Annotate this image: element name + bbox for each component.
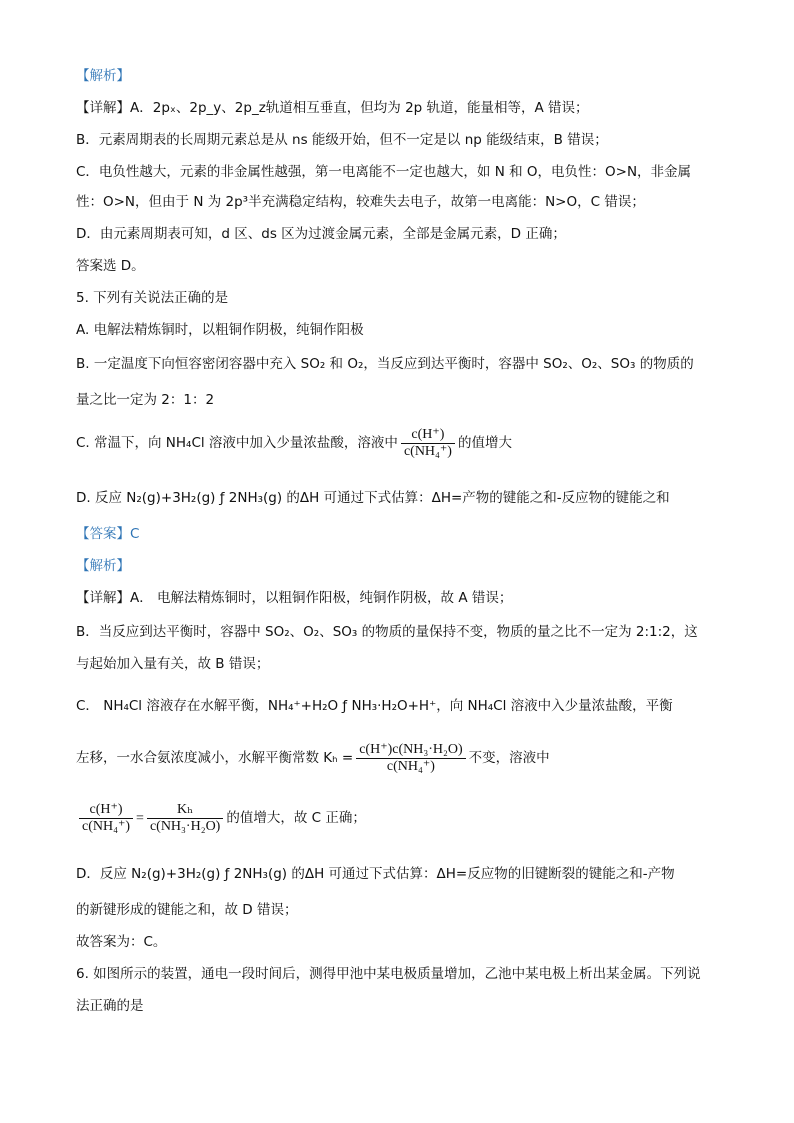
detail-c-2: 性：O>N，但由于 N 为 2p³半充满稳定结构，较难失去电子，故第一电离能：N>O，C 错误； [76,194,645,210]
option-5c-text: C. 常温下，向 NH₄Cl 溶液中加入少量浓盐酸，溶液中 [76,435,398,451]
detail-b: B．元素周期表的长周期元素总是从 ns 能级开始，但不一定是以 np 能级结束，B 错误； [76,132,608,148]
option-5d: D. 反应 N₂(g)+3H₂(g) ƒ 2NH₃(g) 的ΔH 可通过下式估算：ΔH=产物的键能之和-反应物的键能之和 [76,490,670,506]
kh-denominator: c(NH₄⁺) [386,758,435,774]
ratio-numerator: c(H⁺) [79,802,133,819]
question-6-stem-2: 法正确的是 [76,998,144,1014]
option-5c-fraction [401,427,455,460]
option-5b-2: 量之比一定为 2：1：2 [76,392,215,408]
analysis-heading-2: 【解析】 [76,558,130,574]
kh-ratio-denominator: c(NH₃·H₂O) [149,818,221,834]
detail-5b-2: 与起始加入量有关，故 B 错误； [76,656,270,672]
option-5a: A. 电解法精炼铜时，以粗铜作阴极，纯铜作阳极 [76,322,364,338]
ratio-fraction [79,802,133,835]
final-answer: 故答案为：C。 [76,934,167,950]
detail-5d-2: 的新键形成的键能之和，故 D 错误； [76,902,298,918]
detail-5c-3-tail: 的值增大，故 C 正确； [226,810,366,826]
detail-5a: 【详解】A． 电解法精炼铜时，以粗铜作阳极，纯铜作阴极，故 A 错误； [76,590,513,606]
ratio-denominator: c(NH₄⁺) [82,818,131,834]
answer-d: 答案选 D。 [76,258,145,274]
question-6-stem-1: 6. 如图所示的装置，通电一段时间后，测得甲池中某电极质量增加，乙池中某电极上析出某金属。下列说 [76,966,701,982]
detail-5c-2 [76,740,724,776]
option-5b-1: B. 一定温度下向恒容密闭容器中充入 SO₂ 和 O₂，当反应到达平衡时，容器中 SO₂、O₂、SO₃ 的物质的 [76,356,694,372]
detail-5d-1: D．反应 N₂(g)+3H₂(g) ƒ 2NH₃(g) 的ΔH 可通过下式估算：ΔH=反应物的旧键断裂的键能之和-产物 [76,866,675,882]
detail-a: 【详解】A．2pₓ、2p_y、2p_z轨道相互垂直，但均为 2p 轨道，能量相等，A 错误； [76,100,589,116]
equals-sign: = [136,811,144,826]
detail-5c-3 [76,800,724,837]
kh-numerator: c(H⁺)c(NH₃·H₂O) [356,742,465,759]
kh-fraction [356,742,465,775]
detail-5b-1: B．当反应到达平衡时，容器中 SO₂、O₂、SO₃ 的物质的量保持不变，物质的量之比不一定为 2:1:2，这 [76,624,698,640]
fraction-denominator: c(NH₄⁺) [403,443,452,459]
detail-d: D．由元素周期表可知，d 区、ds 区为过渡金属元素，全部是金属元素，D 正确； [76,226,566,242]
fraction-numerator: c(H⁺) [401,427,455,444]
detail-c-1: C．电负性越大，元素的非金属性越强，第一电离能不一定也越大，如 N 和 O，电负性：O>N，非金属 [76,164,692,180]
detail-5c-2-tail: 不变，溶液中 [468,750,550,766]
analysis-heading-1: 【解析】 [76,68,130,84]
kh-ratio-fraction [147,802,223,835]
option-5c-tail: 的值增大 [457,435,512,451]
detail-5c-2-text: 左移，一水合氨浓度减小，水解平衡常数 Kₕ = [76,750,354,766]
kh-ratio-numerator: Kₕ [147,802,223,819]
answer-heading: 【答案】C [76,526,140,542]
question-5-stem: 5. 下列有关说法正确的是 [76,290,229,306]
detail-5c-1: C． NH₄Cl 溶液存在水解平衡，NH₄⁺+H₂O ƒ NH₃·H₂O+H⁺，向 NH₄Cl 溶液中入少量浓盐酸，平衡 [76,698,673,714]
option-5c [76,426,724,460]
